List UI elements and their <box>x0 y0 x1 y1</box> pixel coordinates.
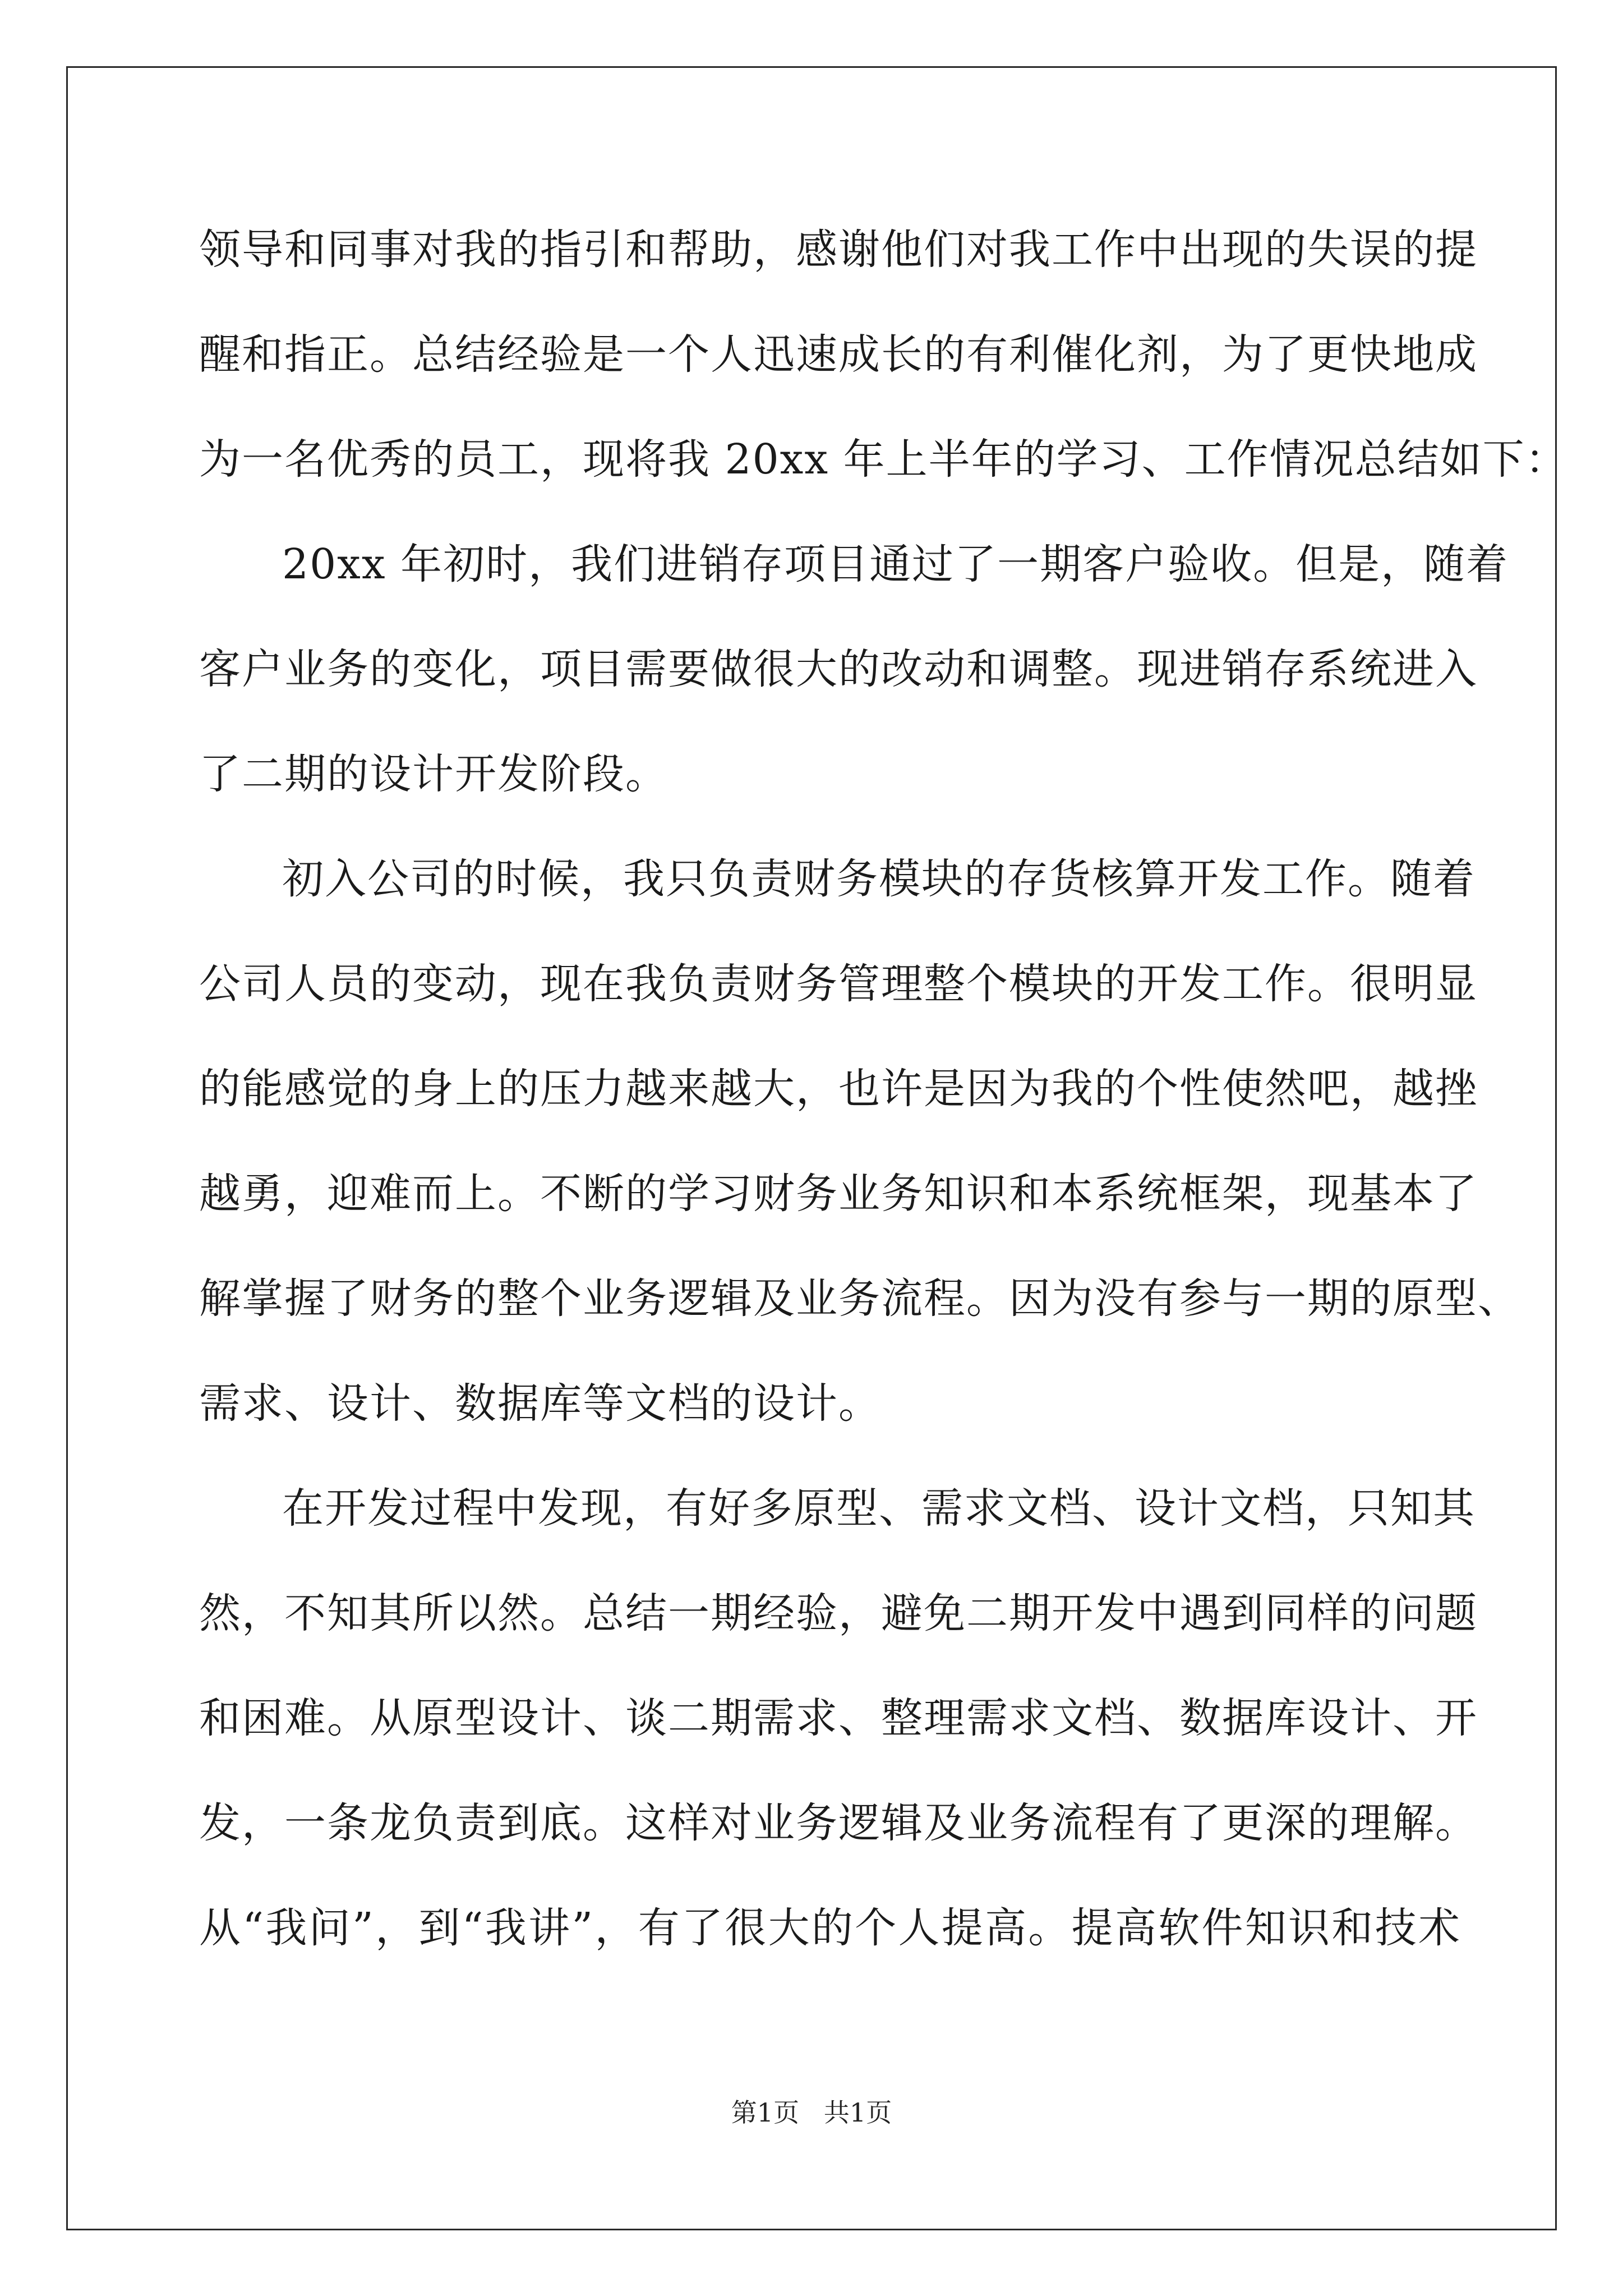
text-line: 领导和同事对我的指引和帮助，感谢他们对我工作中出现的失误的提 <box>199 226 1478 274</box>
paragraph-first-line: 初入公司的时候，我只负责财务模块的存货核算开发工作。随着 <box>282 855 1476 903</box>
text-line: 解掌握了财务的整个业务逻辑及业务流程。因为没有参与一期的原型、 <box>199 1274 1520 1323</box>
paragraph-first-line: 20xx 年初时，我们进销存项目通过了一期客户验收。但是，随着 <box>282 540 1509 588</box>
text-line: 了二期的设计开发阶段。 <box>199 750 668 798</box>
text-line: 公司人员的变动，现在我负责财务管理整个模块的开发工作。很明显 <box>199 960 1478 1008</box>
page-number: 第1页 共1页 <box>731 2097 892 2128</box>
document-body <box>199 210 1568 1994</box>
text-line: 的能感觉的身上的压力越来越大，也许是因为我的个性使然吧，越挫 <box>199 1065 1478 1113</box>
text-line: 醒和指正。总结经验是一个人迅速成长的有利催化剂，为了更快地成 <box>199 330 1478 379</box>
text-line: 从“我问”，到“我讲”，有了很大的个人提高。提高软件知识和技术 <box>199 1904 1461 1952</box>
text-line: 和困难。从原型设计、谈二期需求、整理需求文档、数据库设计、开 <box>199 1694 1478 1742</box>
text-line: 发，一条龙负责到底。这样对业务逻辑及业务流程有了更深的理解。 <box>199 1799 1478 1847</box>
page-footer <box>0 2092 1623 2129</box>
text-line: 越勇，迎难而上。不断的学习财务业务知识和本系统框架，现基本了 <box>199 1170 1478 1218</box>
text-line: 然，不知其所以然。总结一期经验，避免二期开发中遇到同样的问题 <box>199 1589 1478 1637</box>
text-line: 为一名优秀的员工，现将我 20xx 年上半年的学习、工作情况总结如下： <box>199 435 1568 484</box>
paragraph-first-line: 在开发过程中发现，有好多原型、需求文档、设计文档，只知其 <box>282 1484 1476 1533</box>
text-line: 需求、设计、数据库等文档的设计。 <box>199 1379 881 1428</box>
text-line: 客户业务的变化，项目需要做很大的改动和调整。现进销存系统进入 <box>199 645 1478 693</box>
